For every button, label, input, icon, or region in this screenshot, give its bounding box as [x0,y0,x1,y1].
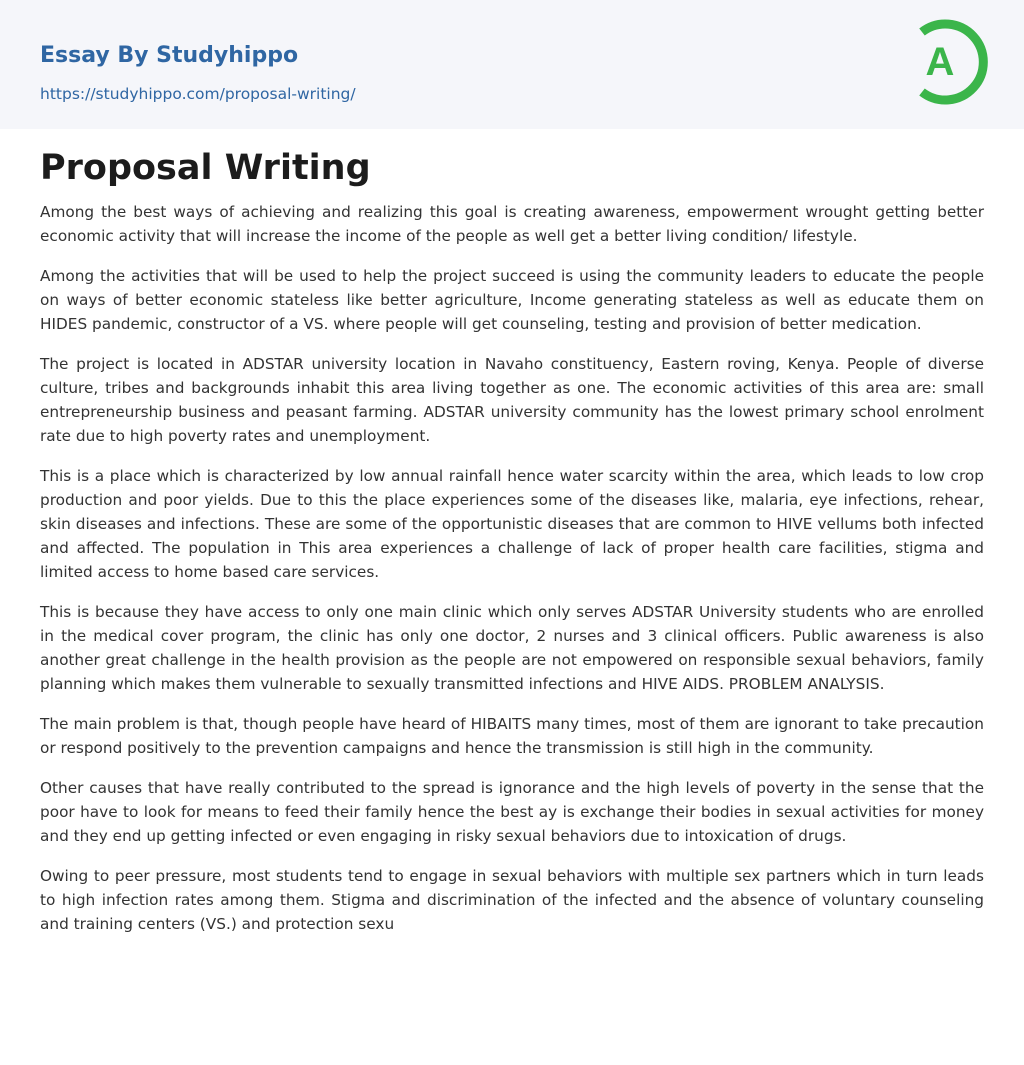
essay-paragraph: Owing to peer pressure, most students tend to engage in sexual behaviors with multiple sex partners which in turn leads to high infection rates among them. Stigma and discrimination of the infected and the absence of voluntary counseling and training centers (VS.) and protection sexu [40,867,984,933]
essay-url-link[interactable]: https://studyhippo.com/proposal-writing/ [40,85,356,103]
essay-paragraph: Other causes that have really contributed to the spread is ignorance and the high levels of poverty in the sense that the poor have to look for means to feed their family hence the best ay is exchange their bodies in sexual activities for money and they end up getting infected or even engaging in risky sexual behaviors due to intoxication of drugs. [40,779,984,845]
essay-body [40,200,984,952]
essay-paragraph: The project is located in ADSTAR university location in Navaho constituency, Eastern roving, Kenya. People of diverse culture, tribes and backgrounds inhabit this area living together as one. The economic activities of this area are: small entrepreneurship business and peasant farming. ADSTAR university community has the lowest primary school enrolment rate due to high poverty rates and unemployment. [40,355,984,445]
brand-title: Essay By Studyhippo [40,43,299,68]
essay-paragraph: The main problem is that, though people have heard of HIBAITS many times, most of them are ignorant to take precaution or respond positively to the prevention campaigns and hence the transmission is still high in the community. [40,715,984,757]
essay-paragraph: This is a place which is characterized by low annual rainfall hence water scarcity within the area, which leads to low crop production and poor yields. Due to this the place experiences some of the diseases like, malaria, eye infections, rehear, skin diseases and infections. These are some of the opportunistic diseases that are common to HIVE vellums both infected and affected. The population in This area experiences a challenge of lack of proper health care facilities, stigma and limited access to home based care services. [40,467,984,581]
logo-letter: A [925,40,955,84]
page-title: Proposal Writing [40,148,371,188]
essay-paragraph: Among the activities that will be used to help the project succeed is using the community leaders to educate the people on ways of better economic stateless like better agriculture, Income generating stateless as well as educate them on HIDES pandemic, constructor of a VS. where people will get counseling, testing and provision of better medication. [40,267,984,333]
essay-paragraph: Among the best ways of achieving and realizing this goal is creating awareness, empowerment wrought getting better economic activity that will increase the income of the people as well get a better living condition/ lifestyle. [40,203,984,245]
logo-icon [910,18,988,106]
essay-paragraph: This is because they have access to only one main clinic which only serves ADSTAR University students who are enrolled in the medical cover program, the clinic has only one doctor, 2 nurses and 3 clinical officers. Public awareness is also another great challenge in the health provision as the people are not empowered on responsible sexual behaviors, family planning which makes them vulnerable to sexually transmitted infections and HIVE AIDS. PROBLEM ANALYSIS. [40,603,984,693]
